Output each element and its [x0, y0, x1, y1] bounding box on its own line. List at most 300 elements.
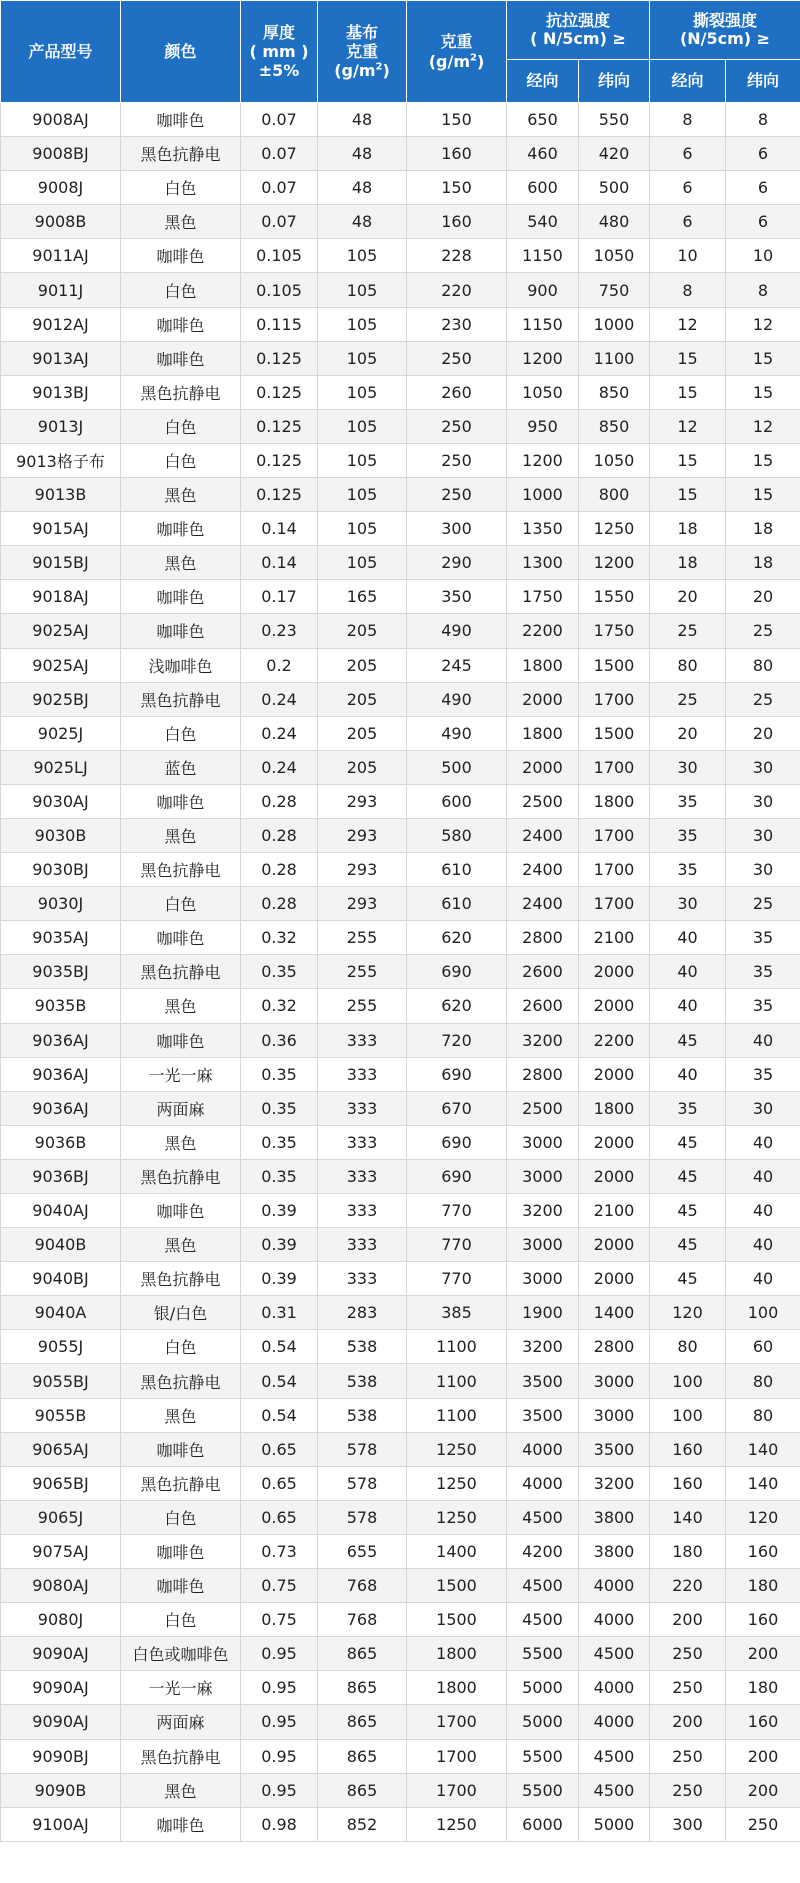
cell-color: 一光一麻 — [121, 1057, 241, 1091]
cell-color: 咖啡色 — [121, 921, 241, 955]
cell-base-weight: 333 — [318, 1228, 407, 1262]
cell-thickness: 0.125 — [241, 409, 318, 443]
cell-tear-warp: 80 — [650, 1330, 726, 1364]
cell-tear-warp: 18 — [650, 546, 726, 580]
cell-color: 咖啡色 — [121, 1023, 241, 1057]
header-tear: 撕裂强度 (N/5cm) ≥ — [650, 1, 800, 60]
table-row — [1, 239, 800, 273]
cell-tear-warp: 30 — [650, 750, 726, 784]
cell-tear-weft: 25 — [726, 682, 800, 716]
cell-thickness: 0.35 — [241, 1125, 318, 1159]
cell-thickness: 0.75 — [241, 1603, 318, 1637]
cell-tensile-weft: 1700 — [579, 750, 650, 784]
cell-tear-weft: 40 — [726, 1125, 800, 1159]
cell-tear-weft: 10 — [726, 239, 800, 273]
cell-tear-weft: 40 — [726, 1194, 800, 1228]
cell-base-weight: 205 — [318, 614, 407, 648]
cell-weight: 1400 — [407, 1534, 507, 1568]
cell-tear-weft: 200 — [726, 1773, 800, 1807]
cell-base-weight: 865 — [318, 1671, 407, 1705]
table-row — [1, 716, 800, 750]
cell-base-weight: 255 — [318, 989, 407, 1023]
table-row — [1, 1739, 800, 1773]
cell-weight: 160 — [407, 205, 507, 239]
cell-base-weight: 105 — [318, 307, 407, 341]
cell-tear-warp: 300 — [650, 1807, 726, 1841]
cell-tensile-warp: 1900 — [507, 1296, 579, 1330]
cell-thickness: 0.95 — [241, 1773, 318, 1807]
cell-model: 9040A — [1, 1296, 121, 1330]
cell-tensile-warp: 2600 — [507, 989, 579, 1023]
cell-tear-warp: 15 — [650, 478, 726, 512]
cell-model: 9035AJ — [1, 921, 121, 955]
cell-tensile-warp: 2800 — [507, 1057, 579, 1091]
cell-tensile-weft: 2200 — [579, 1023, 650, 1057]
cell-base-weight: 538 — [318, 1364, 407, 1398]
cell-tear-warp: 20 — [650, 716, 726, 750]
cell-tear-weft: 8 — [726, 103, 800, 137]
cell-tensile-weft: 2000 — [579, 1057, 650, 1091]
cell-thickness: 0.31 — [241, 1296, 318, 1330]
cell-tear-weft: 30 — [726, 818, 800, 852]
cell-model: 9015BJ — [1, 546, 121, 580]
cell-tear-weft: 35 — [726, 921, 800, 955]
cell-tear-warp: 100 — [650, 1398, 726, 1432]
cell-tear-weft: 35 — [726, 955, 800, 989]
cell-tensile-weft: 1750 — [579, 614, 650, 648]
cell-tear-warp: 40 — [650, 989, 726, 1023]
cell-tear-warp: 12 — [650, 307, 726, 341]
cell-tensile-weft: 3800 — [579, 1534, 650, 1568]
cell-weight: 690 — [407, 1125, 507, 1159]
cell-base-weight: 293 — [318, 853, 407, 887]
cell-tear-weft: 100 — [726, 1296, 800, 1330]
cell-weight: 300 — [407, 512, 507, 546]
cell-tear-warp: 160 — [650, 1466, 726, 1500]
cell-base-weight: 865 — [318, 1705, 407, 1739]
cell-tear-weft: 15 — [726, 341, 800, 375]
cell-tear-weft: 160 — [726, 1534, 800, 1568]
cell-thickness: 0.125 — [241, 341, 318, 375]
cell-tensile-warp: 1150 — [507, 239, 579, 273]
cell-thickness: 0.65 — [241, 1466, 318, 1500]
cell-tensile-weft: 750 — [579, 273, 650, 307]
cell-model: 9040BJ — [1, 1262, 121, 1296]
cell-tear-weft: 30 — [726, 1091, 800, 1125]
cell-base-weight: 333 — [318, 1091, 407, 1125]
cell-thickness: 0.24 — [241, 682, 318, 716]
cell-model: 9030J — [1, 887, 121, 921]
cell-color: 黑色 — [121, 478, 241, 512]
cell-thickness: 0.36 — [241, 1023, 318, 1057]
table-row — [1, 580, 800, 614]
table-row — [1, 1398, 800, 1432]
cell-thickness: 0.24 — [241, 716, 318, 750]
cell-tensile-warp: 650 — [507, 103, 579, 137]
header-tensile-weft: 纬向 — [579, 60, 650, 103]
cell-thickness: 0.28 — [241, 818, 318, 852]
cell-tensile-warp: 3200 — [507, 1330, 579, 1364]
cell-model: 9013格子布 — [1, 443, 121, 477]
cell-tear-weft: 15 — [726, 478, 800, 512]
table-row — [1, 784, 800, 818]
cell-model: 9036AJ — [1, 1023, 121, 1057]
cell-tear-weft: 180 — [726, 1569, 800, 1603]
cell-base-weight: 48 — [318, 205, 407, 239]
table-row — [1, 989, 800, 1023]
cell-thickness: 0.35 — [241, 1159, 318, 1193]
cell-base-weight: 105 — [318, 409, 407, 443]
table-row — [1, 921, 800, 955]
cell-tear-weft: 40 — [726, 1023, 800, 1057]
table-row — [1, 1705, 800, 1739]
cell-tensile-weft: 3000 — [579, 1398, 650, 1432]
cell-weight: 250 — [407, 341, 507, 375]
cell-tear-warp: 8 — [650, 273, 726, 307]
cell-base-weight: 48 — [318, 171, 407, 205]
header-weight: 克重 $(g/m^2)$ — [407, 1, 507, 103]
cell-tensile-warp: 600 — [507, 171, 579, 205]
cell-model: 9008AJ — [1, 103, 121, 137]
cell-base-weight: 578 — [318, 1466, 407, 1500]
cell-base-weight: 865 — [318, 1739, 407, 1773]
cell-tear-warp: 180 — [650, 1534, 726, 1568]
cell-weight: 250 — [407, 478, 507, 512]
table-row — [1, 1159, 800, 1193]
cell-tensile-warp: 4500 — [507, 1500, 579, 1534]
cell-model: 9090AJ — [1, 1705, 121, 1739]
cell-model: 9008J — [1, 171, 121, 205]
cell-model: 9008B — [1, 205, 121, 239]
cell-tear-weft: 25 — [726, 887, 800, 921]
cell-color: 咖啡色 — [121, 1432, 241, 1466]
cell-tear-weft: 12 — [726, 409, 800, 443]
cell-tensile-warp: 4000 — [507, 1432, 579, 1466]
cell-base-weight: 333 — [318, 1023, 407, 1057]
cell-tear-warp: 15 — [650, 375, 726, 409]
cell-tear-weft: 160 — [726, 1603, 800, 1637]
cell-tear-weft: 30 — [726, 784, 800, 818]
cell-tensile-warp: 5000 — [507, 1671, 579, 1705]
cell-model: 9065BJ — [1, 1466, 121, 1500]
cell-base-weight: 165 — [318, 580, 407, 614]
cell-color: 一光一麻 — [121, 1671, 241, 1705]
cell-weight: 385 — [407, 1296, 507, 1330]
cell-thickness: 0.28 — [241, 784, 318, 818]
cell-tensile-warp: 1050 — [507, 375, 579, 409]
cell-model: 9008BJ — [1, 137, 121, 171]
cell-model: 9055BJ — [1, 1364, 121, 1398]
cell-color: 咖啡色 — [121, 1194, 241, 1228]
table-row — [1, 1091, 800, 1125]
cell-tear-warp: 45 — [650, 1159, 726, 1193]
cell-tear-warp: 15 — [650, 443, 726, 477]
cell-tensile-warp: 2400 — [507, 853, 579, 887]
cell-tensile-weft: 2000 — [579, 1159, 650, 1193]
cell-thickness: 0.28 — [241, 887, 318, 921]
cell-color: 黑色 — [121, 1228, 241, 1262]
cell-tear-warp: 45 — [650, 1194, 726, 1228]
cell-tensile-weft: 1200 — [579, 546, 650, 580]
cell-thickness: 0.115 — [241, 307, 318, 341]
cell-color: 咖啡色 — [121, 1534, 241, 1568]
cell-tear-weft: 140 — [726, 1466, 800, 1500]
cell-tensile-weft: 1500 — [579, 648, 650, 682]
cell-tear-weft: 120 — [726, 1500, 800, 1534]
cell-tensile-weft: 4500 — [579, 1637, 650, 1671]
table-row — [1, 1364, 800, 1398]
cell-tear-warp: 140 — [650, 1500, 726, 1534]
cell-model: 9040B — [1, 1228, 121, 1262]
cell-tear-warp: 45 — [650, 1125, 726, 1159]
cell-weight: 1100 — [407, 1364, 507, 1398]
cell-base-weight: 205 — [318, 750, 407, 784]
cell-tensile-weft: 500 — [579, 171, 650, 205]
cell-thickness: 0.07 — [241, 205, 318, 239]
cell-thickness: 0.35 — [241, 955, 318, 989]
cell-base-weight: 105 — [318, 375, 407, 409]
cell-tensile-weft: 1550 — [579, 580, 650, 614]
cell-tear-weft: 12 — [726, 307, 800, 341]
cell-tensile-weft: 4000 — [579, 1671, 650, 1705]
cell-tear-warp: 10 — [650, 239, 726, 273]
cell-tensile-weft: 1050 — [579, 239, 650, 273]
cell-base-weight: 768 — [318, 1569, 407, 1603]
cell-tensile-weft: 2000 — [579, 955, 650, 989]
cell-tear-weft: 60 — [726, 1330, 800, 1364]
cell-tensile-warp: 3200 — [507, 1023, 579, 1057]
cell-model: 9036AJ — [1, 1057, 121, 1091]
cell-thickness: 0.35 — [241, 1091, 318, 1125]
cell-color: 白色 — [121, 443, 241, 477]
cell-tear-weft: 6 — [726, 171, 800, 205]
cell-model: 9040AJ — [1, 1194, 121, 1228]
cell-thickness: 0.39 — [241, 1194, 318, 1228]
cell-tear-weft: 18 — [726, 546, 800, 580]
cell-base-weight: 105 — [318, 478, 407, 512]
cell-tensile-weft: 1100 — [579, 341, 650, 375]
table-header — [1, 1, 800, 103]
table-row — [1, 103, 800, 137]
cell-weight: 770 — [407, 1262, 507, 1296]
cell-base-weight: 105 — [318, 273, 407, 307]
table-row — [1, 1194, 800, 1228]
table-row — [1, 137, 800, 171]
cell-thickness: 0.14 — [241, 512, 318, 546]
cell-tear-warp: 30 — [650, 887, 726, 921]
cell-tensile-weft: 3200 — [579, 1466, 650, 1500]
cell-model: 9080AJ — [1, 1569, 121, 1603]
cell-tensile-warp: 2500 — [507, 784, 579, 818]
cell-color: 白色 — [121, 171, 241, 205]
cell-tensile-warp: 5500 — [507, 1637, 579, 1671]
table-row — [1, 648, 800, 682]
table-body — [1, 103, 800, 1842]
cell-thickness: 0.125 — [241, 375, 318, 409]
cell-tensile-weft: 2000 — [579, 1125, 650, 1159]
table-row — [1, 1296, 800, 1330]
table-row — [1, 1603, 800, 1637]
table-row — [1, 273, 800, 307]
cell-tensile-warp: 2200 — [507, 614, 579, 648]
cell-thickness: 0.28 — [241, 853, 318, 887]
cell-tear-warp: 40 — [650, 955, 726, 989]
cell-model: 9018AJ — [1, 580, 121, 614]
table-row — [1, 887, 800, 921]
cell-tensile-weft: 850 — [579, 375, 650, 409]
cell-color: 黑色抗静电 — [121, 1364, 241, 1398]
cell-base-weight: 205 — [318, 648, 407, 682]
table-row — [1, 512, 800, 546]
cell-model: 9055B — [1, 1398, 121, 1432]
table-row — [1, 853, 800, 887]
table-row — [1, 1671, 800, 1705]
table-row — [1, 818, 800, 852]
cell-weight: 1700 — [407, 1705, 507, 1739]
cell-tear-warp: 200 — [650, 1705, 726, 1739]
cell-base-weight: 293 — [318, 818, 407, 852]
table-row — [1, 171, 800, 205]
cell-tear-warp: 25 — [650, 682, 726, 716]
cell-model: 9090AJ — [1, 1671, 121, 1705]
cell-tensile-weft: 800 — [579, 478, 650, 512]
table-row — [1, 1637, 800, 1671]
cell-tear-warp: 100 — [650, 1364, 726, 1398]
cell-tensile-warp: 460 — [507, 137, 579, 171]
header-tensile-warp: 经向 — [507, 60, 579, 103]
cell-tear-warp: 80 — [650, 648, 726, 682]
cell-model: 9030BJ — [1, 853, 121, 887]
cell-tensile-weft: 1500 — [579, 716, 650, 750]
cell-tensile-warp: 1200 — [507, 341, 579, 375]
cell-weight: 230 — [407, 307, 507, 341]
cell-tensile-weft: 1250 — [579, 512, 650, 546]
cell-tensile-warp: 2000 — [507, 682, 579, 716]
header-base-weight: 基布 克重 $(g/m^2)$ — [318, 1, 407, 103]
cell-tensile-warp: 3500 — [507, 1398, 579, 1432]
cell-tensile-warp: 2500 — [507, 1091, 579, 1125]
cell-tear-weft: 40 — [726, 1262, 800, 1296]
cell-tear-weft: 25 — [726, 614, 800, 648]
cell-model: 9012AJ — [1, 307, 121, 341]
cell-tear-weft: 160 — [726, 1705, 800, 1739]
cell-color: 黑色抗静电 — [121, 853, 241, 887]
cell-tensile-warp: 3000 — [507, 1125, 579, 1159]
cell-model: 9025J — [1, 716, 121, 750]
table-row — [1, 409, 800, 443]
cell-model: 9080J — [1, 1603, 121, 1637]
cell-color: 黑色 — [121, 205, 241, 239]
cell-tensile-warp: 6000 — [507, 1807, 579, 1841]
cell-base-weight: 105 — [318, 443, 407, 477]
cell-model: 9025LJ — [1, 750, 121, 784]
table-row — [1, 307, 800, 341]
cell-color: 白色 — [121, 1603, 241, 1637]
cell-base-weight: 578 — [318, 1432, 407, 1466]
cell-base-weight: 333 — [318, 1057, 407, 1091]
cell-model: 9090AJ — [1, 1637, 121, 1671]
cell-weight: 220 — [407, 273, 507, 307]
cell-weight: 690 — [407, 955, 507, 989]
cell-tensile-warp: 4500 — [507, 1569, 579, 1603]
cell-tensile-warp: 1000 — [507, 478, 579, 512]
cell-tear-weft: 15 — [726, 443, 800, 477]
cell-tensile-warp: 3000 — [507, 1262, 579, 1296]
cell-thickness: 0.125 — [241, 443, 318, 477]
cell-tear-warp: 35 — [650, 818, 726, 852]
table-row — [1, 1773, 800, 1807]
cell-base-weight: 852 — [318, 1807, 407, 1841]
cell-tear-warp: 250 — [650, 1671, 726, 1705]
cell-tear-weft: 8 — [726, 273, 800, 307]
cell-weight: 490 — [407, 716, 507, 750]
cell-color: 咖啡色 — [121, 512, 241, 546]
cell-tear-weft: 15 — [726, 375, 800, 409]
cell-color: 咖啡色 — [121, 1569, 241, 1603]
cell-tensile-warp: 4000 — [507, 1466, 579, 1500]
cell-base-weight: 283 — [318, 1296, 407, 1330]
table-row — [1, 1023, 800, 1057]
cell-tensile-weft: 1400 — [579, 1296, 650, 1330]
cell-model: 9025BJ — [1, 682, 121, 716]
cell-tensile-weft: 2100 — [579, 1194, 650, 1228]
cell-model: 9013B — [1, 478, 121, 512]
cell-tear-warp: 250 — [650, 1739, 726, 1773]
cell-tensile-warp: 1300 — [507, 546, 579, 580]
cell-tear-warp: 12 — [650, 409, 726, 443]
cell-weight: 720 — [407, 1023, 507, 1057]
cell-tensile-warp: 3500 — [507, 1364, 579, 1398]
cell-base-weight: 255 — [318, 921, 407, 955]
cell-thickness: 0.07 — [241, 137, 318, 171]
table-row — [1, 205, 800, 239]
cell-color: 咖啡色 — [121, 341, 241, 375]
cell-model: 9013AJ — [1, 341, 121, 375]
cell-color: 咖啡色 — [121, 103, 241, 137]
cell-tensile-warp: 1350 — [507, 512, 579, 546]
cell-thickness: 0.95 — [241, 1671, 318, 1705]
cell-tensile-warp: 4500 — [507, 1603, 579, 1637]
cell-weight: 228 — [407, 239, 507, 273]
cell-weight: 1500 — [407, 1569, 507, 1603]
cell-tear-weft: 40 — [726, 1159, 800, 1193]
cell-base-weight: 105 — [318, 239, 407, 273]
cell-weight: 250 — [407, 443, 507, 477]
cell-tear-weft: 6 — [726, 137, 800, 171]
cell-weight: 260 — [407, 375, 507, 409]
cell-weight: 1250 — [407, 1500, 507, 1534]
cell-weight: 620 — [407, 921, 507, 955]
cell-tensile-weft: 1800 — [579, 1091, 650, 1125]
cell-weight: 160 — [407, 137, 507, 171]
cell-model: 9075AJ — [1, 1534, 121, 1568]
cell-base-weight: 333 — [318, 1159, 407, 1193]
table-row — [1, 1534, 800, 1568]
cell-base-weight: 105 — [318, 546, 407, 580]
table-row — [1, 682, 800, 716]
cell-model: 9055J — [1, 1330, 121, 1364]
cell-weight: 770 — [407, 1228, 507, 1262]
cell-thickness: 0.65 — [241, 1500, 318, 1534]
cell-color: 白色 — [121, 887, 241, 921]
table-row — [1, 1500, 800, 1534]
cell-tear-weft: 30 — [726, 750, 800, 784]
cell-base-weight: 205 — [318, 716, 407, 750]
cell-tear-warp: 6 — [650, 205, 726, 239]
cell-base-weight: 48 — [318, 137, 407, 171]
cell-color: 黑色 — [121, 818, 241, 852]
cell-color: 银/白色 — [121, 1296, 241, 1330]
